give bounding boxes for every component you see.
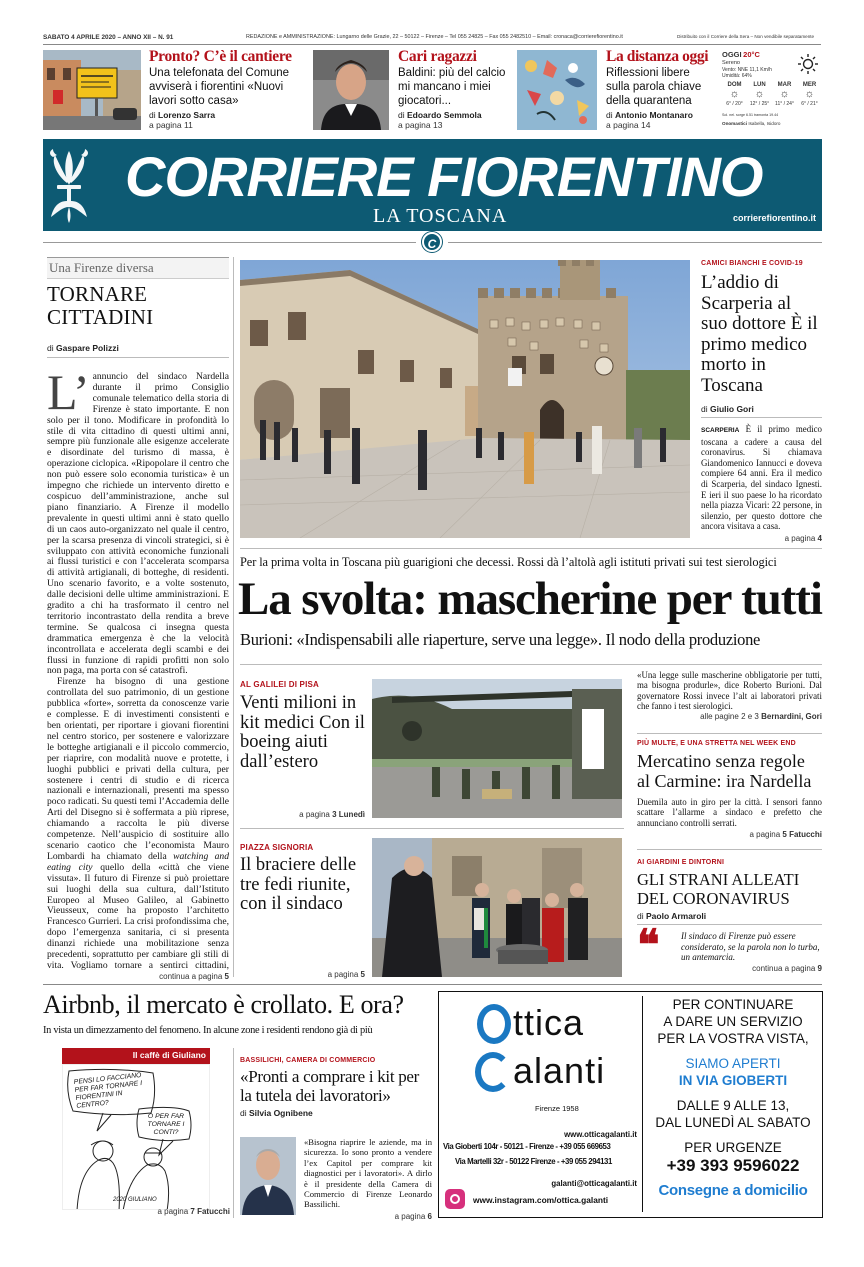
scarperia-page-ref[interactable]	[701, 534, 822, 543]
editorial-dropcap: L’	[47, 372, 90, 420]
editorial-continue[interactable]	[47, 972, 229, 981]
ad-brand-line2: alanti	[513, 1050, 606, 1091]
sun-icon: ☼	[779, 88, 790, 100]
page-label: a pagina	[157, 1207, 189, 1216]
ad-right-line1: PER CONTINUARE	[672, 997, 794, 1012]
teaser-cantiere[interactable]	[149, 48, 304, 130]
scarperia-author: Giulio Gori	[710, 404, 754, 414]
logo-g-icon	[475, 1052, 511, 1092]
teaser-byline	[398, 110, 510, 120]
column-divider	[233, 257, 234, 977]
page-number: 3	[332, 810, 337, 819]
giardini-title-line1: GLI STRANI ALLEATI	[637, 870, 800, 889]
ad-right-line3: PER LA VOSTRA VISTA,	[657, 1031, 809, 1046]
byline-prefix: di	[398, 110, 405, 120]
burioni-page-ref[interactable]	[637, 712, 822, 721]
ad-delivery: Consegne a domicilio	[658, 1182, 808, 1199]
editorial-paragraph-1: in profondità lo stile di vita cittadino di questi ultimi anni, sempre più funzionale alle esigenze accelerate e disordinate del turismo di massa, è operazione ciclopica. «Ripopolare il centro che non può essere solo economia turistica» è un impegno che richiede un intervento diretto e cospicuo dell’amministrazione, anche sul piano finanziario. A Firenze il modello prevalente in questi ultimi anni è stato quello di un caos auto-organizzato nel quale il centro, per la scarsa presenza di vincoli strategici, si è sviluppato con attività economiche funzionali ai flussi turistici e con l’accelerata scomparsa di attività artigianali, di botteghe, di residenti. Uno scenario favorito, e a volte sostenuto, dalle decisioni delle ultime amministrazioni. E gradito a chi ha trasformato il centro nel territorio incontrastato della rendita a breve termine. Se qualcosa ci insegna questa drammatica emergenza è che la velocità incontrollata e accelerata degli scambi e dei flussi in funzione di rapidi profitti non solo non paga, ma porta con sé catastrofi.	[47, 414, 229, 677]
weather-box	[722, 50, 822, 132]
carmine-kicker: PIÙ MULTE, E UNA STRETTA NEL WEEK END	[637, 740, 796, 747]
burioni-rule	[637, 733, 822, 734]
scarperia-title: L’addio di Scarperia al suo dottore È il primo medico morto in Toscana	[701, 272, 818, 396]
teaser-title: Cari ragazzi	[398, 48, 477, 65]
editorial-address: REDAZIONE e AMMINISTRAZIONE: Lungarno delle Grazie, 22 – 50122 – Firenze – Tel 055 24825 – Fax 055 2482510 – Email: cronaca@corrierefiorentino.it	[246, 34, 623, 40]
bassilichi-kicker: BASSILICHI, CAMERA DI COMMERCIO	[240, 1057, 376, 1064]
masthead-url: corrierefiorentino.it	[732, 213, 816, 223]
ad-right-line2: A DARE UN SERVIZIO	[663, 1014, 803, 1029]
byline-prefix: di	[701, 404, 708, 414]
page-label: a pagina	[784, 533, 816, 543]
page-label: a pagina	[749, 830, 781, 840]
teaser-photo-cantiere	[43, 50, 141, 130]
teaser-title: La distanza oggi	[606, 48, 709, 65]
weather-wind: Vento: NNE 11,1 Km/h	[722, 67, 772, 73]
forecast-day-label: DOM	[727, 82, 742, 88]
ottica-galanti-ad[interactable]	[438, 991, 823, 1218]
sun-icon: ☼	[804, 88, 815, 100]
weather-today-temp: 20°C	[743, 50, 760, 59]
headline-top-rule	[240, 548, 822, 549]
ad-address-1: Via Gioberti 104r - 50121 - Firenze - +39 055 669653	[443, 1142, 611, 1151]
page-numbers: 2 e 3	[741, 711, 759, 721]
ad-address-2: Via Martelli 32r - 50122 Firenze - +39 055 294131	[455, 1157, 612, 1166]
masthead-title: CORRIERE FIORENTINO	[125, 145, 763, 208]
airbnb-deck: In vista un dimezzamento del fenomeno. In alcune zone i residenti rendono già di più	[43, 1025, 373, 1036]
teaser-page-ref: a pagina 14	[606, 120, 651, 130]
ad-brand-line1: ttica	[513, 1002, 585, 1043]
galilei-photo	[372, 679, 622, 818]
continue-page: 9	[817, 963, 822, 973]
caffe-page-ref[interactable]	[62, 1207, 230, 1216]
page-author: Fatucchi	[789, 830, 822, 840]
scarperia-place: SCARPERIA	[701, 427, 740, 434]
braciere-kicker: PIAZZA SIGNORIA	[240, 843, 314, 852]
scarperia-byline	[701, 404, 822, 418]
giardini-kicker: AI GIARDINI E DINTORNI	[637, 859, 725, 866]
forecast-day-label: MER	[802, 82, 817, 88]
masthead-subtitle: LA TOSCANA	[373, 205, 508, 227]
giardini-byline	[637, 911, 822, 925]
ad-logo	[475, 998, 639, 1108]
cartoon-balloon-2: O PER FAR TORNARE I CONTI?	[147, 1113, 185, 1136]
burioni-story[interactable]	[637, 670, 822, 721]
teaser-byline	[606, 110, 716, 120]
teaser-photo-baldini	[313, 50, 389, 130]
forecast-day-label: LUN	[753, 82, 766, 88]
editorial-title-line2: CITTADINI	[47, 305, 154, 329]
editorial-kicker: Una Firenze diversa	[47, 257, 229, 279]
teaser-byline	[149, 110, 304, 120]
quote-mark-icon: ❝	[637, 923, 660, 969]
braciere-page-ref[interactable]	[240, 970, 365, 979]
editorial-paragraph-2-rest: quello della «città che viene vissuta». Il futuro di Firenze si può proiettare sui luoghi della sua cultura, dall’Istituto Europeo al Museo Galileo, al Gabinetto Vieusseux, come ha proposto l’architetto Francesco Gurrieri. La crisi profondissima che, dopo l’emergenza sanitaria, ci si presenta dinanzi richiede una mobilitazione senza precedenti, soprattutto per cambiare gli stili di vita. Vogliamo tornare a sentirci cittadini,	[47, 861, 229, 970]
ad-divider	[642, 996, 643, 1212]
galilei-title: Venti milioni in kit medici Con il boeing aiuti dall’estero	[240, 693, 365, 772]
burioni-body: «Una legge sulle mascherine obbligatorie per tutti, ma bisogna produrle», dice Roberto Burioni. Dal governatore Rossi invece l’alt ai laboratori privati che fanno i test sierologici.	[637, 670, 822, 712]
giardini-author: Paolo Armaroli	[646, 911, 707, 921]
sun-icon: ☼	[754, 88, 765, 100]
teaser-author: Antonio Montanaro	[615, 110, 693, 120]
byline-prefix: di	[606, 110, 613, 120]
teaser-page-ref: a pagina 11	[149, 120, 193, 130]
section-rule-right	[637, 849, 822, 850]
teaser-body: Una telefonata del Comune avviserà i fiorentini «Nuovi lavori sotto casa»	[149, 67, 290, 107]
bassilichi-body: «Bisogna riaprire le aziende, ma in sicurezza. Io sono pronto a vendere l’ex Capitol per comprare kit diagnostici per i lavoratori». A dirlo è il presidente della Camera di Commercio di Firenze Leonardo Bassilichi.	[304, 1137, 432, 1210]
logo-o-icon	[477, 1004, 511, 1044]
forecast-temp: 12° / 25°	[749, 101, 770, 107]
giardini-story[interactable]	[637, 859, 822, 973]
forecast-temp: 6° / 21°	[801, 101, 818, 107]
page-label: a pagina	[394, 1211, 426, 1221]
teaser-page-ref: a pagina 13	[398, 120, 443, 130]
bassilichi-title: «Pronti a comprare i kit per la tutela dei lavoratori»	[240, 1067, 420, 1105]
weather-saints	[722, 121, 781, 126]
editorial-lead: annuncio del sindaco Nardella durante il primo Consiglio comunale telematico della storia di Firenze è stato importante. E non solo per il tono. Modificare	[47, 372, 229, 426]
bassilichi-page-ref[interactable]	[304, 1212, 432, 1221]
carmine-page-ref[interactable]	[637, 830, 822, 839]
editorial-title-line1: TORNARE	[47, 282, 148, 306]
teaser-author: Lorenzo Sarra	[158, 110, 216, 120]
editorial-body	[47, 372, 229, 970]
caffe-cartoon[interactable]	[62, 1048, 210, 1210]
masthead-badge	[422, 232, 442, 252]
carmine-body: Duemila auto in giro per la città. I sensori fanno scattare l’allarme a sindaco e prefetto che annunciano controlli serrati.	[637, 797, 822, 828]
weather-today-label: OGGI	[722, 50, 742, 59]
sun-icon	[798, 54, 818, 74]
byline-prefix: di	[637, 911, 644, 921]
main-overline: Per la prima volta in Toscana più guarigioni che decessi. Rossi dà l’altolà agli istituti privati sui test sierologici	[240, 555, 777, 569]
bassilichi-photo	[240, 1137, 296, 1215]
issue-date: SABATO 4 APRILE 2020 – ANNO XII – N. 91	[43, 34, 174, 41]
page-number: 6	[427, 1211, 432, 1221]
teaser-distanza[interactable]	[606, 48, 716, 130]
headline-bottom-rule	[240, 664, 822, 665]
badge-letter: C	[427, 237, 437, 251]
scarperia-body	[701, 424, 822, 532]
forecast-day	[722, 82, 747, 107]
ad-hours-2: DAL LUNEDÌ AL SABATO	[655, 1115, 811, 1130]
braciere-story[interactable]	[240, 843, 365, 915]
byline-prefix: di	[149, 110, 156, 120]
scarperia-column[interactable]	[701, 260, 822, 543]
ad-open-2: IN VIA GIOBERTI	[678, 1073, 788, 1088]
ad-since: Firenze 1958	[535, 1104, 579, 1113]
page-label: a pagina	[299, 810, 330, 819]
saints-names: Isabella, Isidoro	[748, 121, 781, 126]
instagram-icon[interactable]	[445, 1189, 465, 1209]
forecast-day	[747, 82, 772, 107]
ad-hours-1: DALLE 9 ALLE 13,	[676, 1098, 790, 1113]
cartoon-signature: 2020 GIULIANO	[113, 1197, 157, 1203]
scarperia-kicker: CAMICI BIANCHI E COVID-19	[701, 260, 803, 267]
galilei-page-ref[interactable]	[240, 810, 365, 819]
page-authors: Bernardini, Gori	[761, 711, 822, 721]
distribution-note: Distribuito con il Corriere della Sera – Non vendibile separatamente	[677, 34, 815, 39]
main-photo-scarperia	[240, 260, 690, 538]
editorial-author: Gaspare Polizzi	[56, 343, 119, 353]
teaser-body: Riflessioni libere sulla parola chiave della quarantena	[606, 67, 702, 107]
page-number: 5	[782, 830, 787, 840]
top-bar	[43, 33, 821, 45]
page-number: 7	[190, 1207, 195, 1216]
page-number: 4	[817, 533, 822, 543]
page-author: Fatucchi	[197, 1207, 230, 1216]
bassilichi-byline	[240, 1108, 432, 1118]
sun-icon: ☼	[729, 88, 740, 100]
bottom-section-rule	[43, 984, 822, 985]
teaser-body: Baldini: più del calcio mi mancano i miei giocatori...	[398, 67, 506, 107]
ad-phone[interactable]: +39 393 9596022	[666, 1156, 800, 1175]
florence-lily-logo	[47, 145, 91, 225]
editorial-paragraph-2: Firenze ha bisogno di una gestione controllata del suo patrimonio, di un gestione pubblica «forte», sorretta da conoscenze varie e complesse. E di investimenti consistenti e ben orientati, per riportare i giovani fiorentini nel centro storico, per sostenere e valorizzare le botteghe artigianali e il piccolo commercio, per riaprire, con modalità nuove e protette, i luoghi pubblici e privati della cultura, per sostenere i centri di studio e di ricerca nazionali e internazionali, presenti ma spesso poco radicati. Su questi temi l’Accademia delle Arti del Disegno si è soffermata a più riprese, chiamando a raccolta le più diverse competenze. Nell’auspicio di sostituire allo scenario caotico che l’economista Mauro Lombardi ha chiamato della	[47, 676, 229, 862]
scarperia-text: È il primo medico toscana a cadere a causa del coronavirus. Si chiamava Giandomenico Iannucci e doveva compiere 64 anni. Era il medico di Scarperia, del sindaco Ignesti. E ieri il suo paese lo ha ricordato nella piazza Vicari: 22 persone, in silenzio, per questo dottore che ancora visitava a casa.	[701, 424, 822, 532]
forecast-day	[772, 82, 797, 107]
editorial-byline	[47, 343, 229, 358]
ad-urgent: PER URGENZE	[684, 1140, 782, 1155]
byline-prefix: di	[240, 1108, 247, 1118]
airbnb-headline[interactable]: Airbnb, il mercato è crollato. E ora?	[43, 990, 404, 1019]
caffe-label: Il caffè di Giuliano	[62, 1048, 210, 1064]
carmine-title: Mercatino senza regole al Carmine: ira Nardella	[637, 751, 812, 791]
bassilichi-body-wrap	[304, 1137, 432, 1221]
weather-condition: Sereno	[722, 60, 741, 66]
cartoon-balloon-1: PENSI LO FACCIANO PER FAR TORNARE I FIORENTINI IN CENTRO?	[73, 1071, 143, 1110]
page-label: alle pagine	[700, 711, 739, 721]
forecast-day-label: MAR	[777, 82, 792, 88]
ad-email[interactable]: galanti@otticagalanti.it	[551, 1179, 637, 1188]
main-headline[interactable]: La svolta: mascherine per tutti	[238, 573, 822, 625]
teaser-baldini[interactable]	[398, 48, 510, 130]
braciere-title: Il braciere delle tre fedi riunite, con il sindaco	[240, 855, 357, 914]
section-rule	[240, 828, 624, 829]
teaser-photo-illustration	[517, 50, 597, 130]
masthead-rule-right	[448, 242, 822, 243]
galilei-kicker: AL GALILEI DI PISA	[240, 680, 320, 689]
forecast-day	[797, 82, 822, 107]
galilei-story[interactable]	[240, 680, 365, 772]
page-author: Lunedì	[338, 810, 365, 819]
carmine-story[interactable]	[637, 740, 822, 839]
weather-humidity: Umidità: 64%	[722, 73, 752, 79]
page-label: a pagina	[327, 970, 359, 979]
giardini-continue[interactable]	[637, 964, 822, 973]
continue-label: continua a pagina	[159, 972, 223, 981]
masthead-rule-left	[43, 242, 416, 243]
cartoon-drawing	[62, 1064, 210, 1210]
teaser-author: Edoardo Semmola	[407, 110, 482, 120]
forecast-temp: 6° / 20°	[726, 101, 743, 107]
ad-left-panel	[439, 992, 639, 1216]
byline-prefix: di	[47, 343, 54, 353]
continue-label: continua a pagina	[752, 963, 816, 973]
editorial-paragraph-2-italic: watching and eating city	[47, 850, 229, 873]
masthead[interactable]	[43, 139, 822, 231]
weather-sun-times: Sol. nel. sorge 6.51 tramonta 19.44	[722, 113, 779, 117]
ad-right-panel	[645, 996, 821, 1201]
ad-website[interactable]: www.otticagalanti.it	[564, 1130, 637, 1139]
page-number: 5	[360, 970, 365, 979]
weather-forecast	[722, 82, 822, 116]
giardini-quote: Il sindaco di Firenze può essere considerato, se la parola non lo turba, un antemarcia.	[681, 931, 820, 962]
teaser-title: Pronto? C’è il cantiere	[149, 48, 292, 65]
braciere-photo	[372, 838, 622, 977]
column-divider	[233, 1048, 234, 1218]
bassilichi-author: Silvia Ognibene	[249, 1108, 313, 1118]
forecast-temp: 11° / 24°	[775, 101, 794, 107]
continue-page: 5	[224, 972, 229, 981]
giardini-title-line2: DEL CORONAVIRUS	[637, 889, 790, 908]
editorial-column[interactable]	[47, 257, 229, 981]
bassilichi-story[interactable]	[240, 1057, 432, 1118]
ad-open-1: SIAMO APERTI	[685, 1056, 781, 1071]
ad-instagram[interactable]: www.instagram.com/ottica.galanti	[473, 1195, 609, 1205]
main-deck: Burioni: «Indispensabili alle riaperture, serve una legge». Il nodo della produzione	[240, 630, 761, 649]
saints-label: Onomastici	[722, 121, 748, 126]
